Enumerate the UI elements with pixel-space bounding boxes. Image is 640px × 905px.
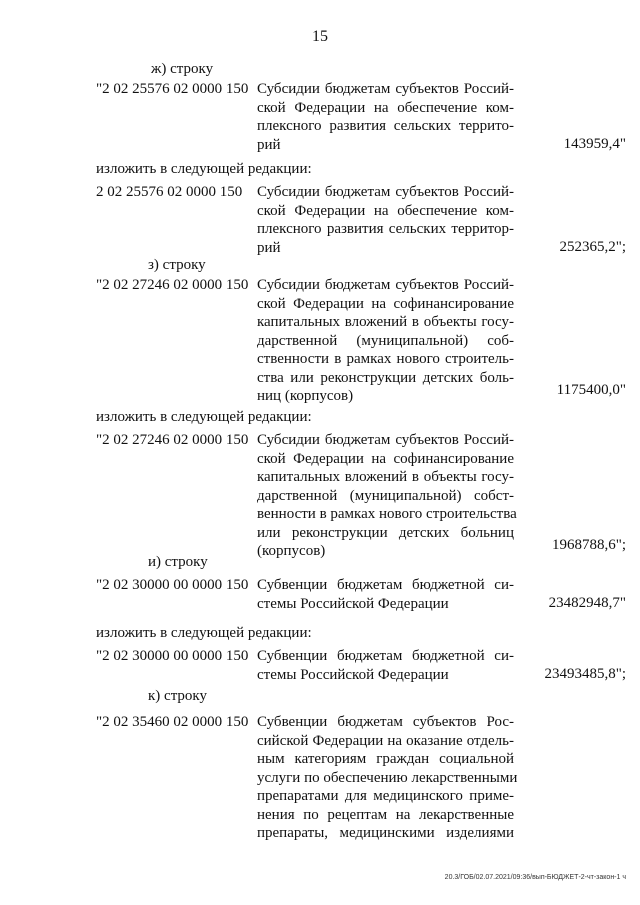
entry-code: 2 02 25576 02 0000 150 (96, 184, 243, 200)
desc-line: Субвенции бюджетам бюджетной си- (257, 577, 514, 593)
entry-description (257, 576, 514, 613)
desc-line: препараты, медицинскими изделиями (257, 825, 514, 841)
desc-line: ской Федерации на обеспечение ком- (257, 202, 514, 219)
desc-line: Субсидии бюджетам субъектов Россий- (257, 432, 514, 448)
desc-line: рий (257, 239, 281, 256)
desc-line: ской Федерации на софинансирование (257, 450, 514, 467)
desc-line: Субсидии бюджетам субъектов Россий- (257, 184, 514, 200)
entry-description (257, 647, 514, 684)
entry-27246-new (96, 431, 626, 561)
entry-code: "2 02 27246 02 0000 150 (96, 432, 249, 448)
edit-instruction: изложить в следующей редакции: (96, 625, 312, 641)
desc-line: Субсидии бюджетам субъектов Россий- (257, 81, 514, 97)
desc-line: ниц (корпусов) (257, 388, 354, 404)
desc-line: рий (257, 136, 281, 153)
edit-instruction: изложить в следующей редакции: (96, 161, 312, 177)
entry-30000-old (96, 576, 626, 614)
desc-line: или реконструкции детских больниц (257, 524, 514, 541)
entry-code: "2 02 27246 02 0000 150 (96, 277, 249, 293)
desc-line: плексного развития сельских территор- (257, 221, 514, 237)
desc-line: ства или реконструкции детских боль- (257, 369, 514, 386)
desc-line: венности в рамках нового строительства (257, 506, 517, 522)
entry-description (257, 183, 514, 257)
page-number: 15 (312, 28, 328, 45)
entry-code: "2 02 30000 00 0000 150 (96, 577, 249, 593)
entry-amount: 23493485,8"; (544, 666, 626, 682)
section-label-k: к) строку (148, 688, 208, 704)
entry-amount: 1175400,0" (556, 382, 626, 398)
desc-line: стемы Российской Федерации (257, 595, 449, 612)
desc-line: ным категориям граждан социальной (257, 751, 514, 767)
desc-line: дарственной (муниципальной) собст- (257, 487, 514, 504)
desc-line: услуги по обеспечению лекарственными (257, 769, 518, 786)
entry-description (257, 431, 517, 561)
entry-description (257, 80, 514, 154)
entry-code: "2 02 35460 02 0000 150 (96, 714, 249, 730)
entry-amount: 23482948,7" (548, 595, 626, 611)
desc-line: ской Федерации на обеспечение ком- (257, 99, 514, 116)
entry-amount: 143959,4" (563, 136, 626, 152)
desc-line: плексного развития сельских террито- (257, 118, 514, 134)
desc-line: (корпусов) (257, 543, 326, 559)
desc-line: капитальных вложений в объекты госу- (257, 314, 514, 330)
desc-line: стемы Российской Федерации (257, 666, 449, 683)
desc-line: дарственной (муниципальной) соб- (257, 332, 514, 349)
desc-line: Субсидии бюджетам субъектов Россий- (257, 277, 514, 293)
section-label-zh: ж) строку (151, 61, 214, 77)
desc-line: Субвенции бюджетам бюджетной си- (257, 648, 514, 664)
entry-description (257, 276, 514, 406)
entry-30000-new (96, 647, 626, 685)
desc-line: препаратами для медицинского приме- (257, 788, 514, 804)
entry-25576-old (96, 80, 626, 154)
section-label-i: и) строку (148, 554, 208, 570)
desc-line: ственности в рамках нового строитель- (257, 351, 514, 367)
document-footer-id: 20.3/ГОБ/02.07.2021/09:36/вып-БЮДЖЕТ-2-чт-закон-1 ч (444, 873, 626, 881)
desc-line: нения по рецептам на лекарственные (257, 806, 514, 823)
entry-25576-new (96, 183, 626, 257)
edit-instruction: изложить в следующей редакции: (96, 409, 312, 425)
entry-35460-old (96, 713, 626, 843)
desc-line: ской Федерации на софинансирование (257, 295, 514, 312)
entry-amount: 252365,2"; (559, 239, 626, 255)
desc-line: капитальных вложений в объекты госу- (257, 469, 514, 485)
entry-description (257, 713, 518, 843)
entry-amount: 1968788,6"; (551, 537, 626, 553)
section-label-z: з) строку (148, 257, 206, 273)
entry-code: "2 02 25576 02 0000 150 (96, 81, 249, 97)
entry-code: "2 02 30000 00 0000 150 (96, 648, 249, 664)
desc-line: Субвенции бюджетам субъектов Рос- (257, 714, 514, 730)
entry-27246-old (96, 276, 626, 406)
desc-line: сийской Федерации на оказание отдель- (257, 732, 514, 749)
